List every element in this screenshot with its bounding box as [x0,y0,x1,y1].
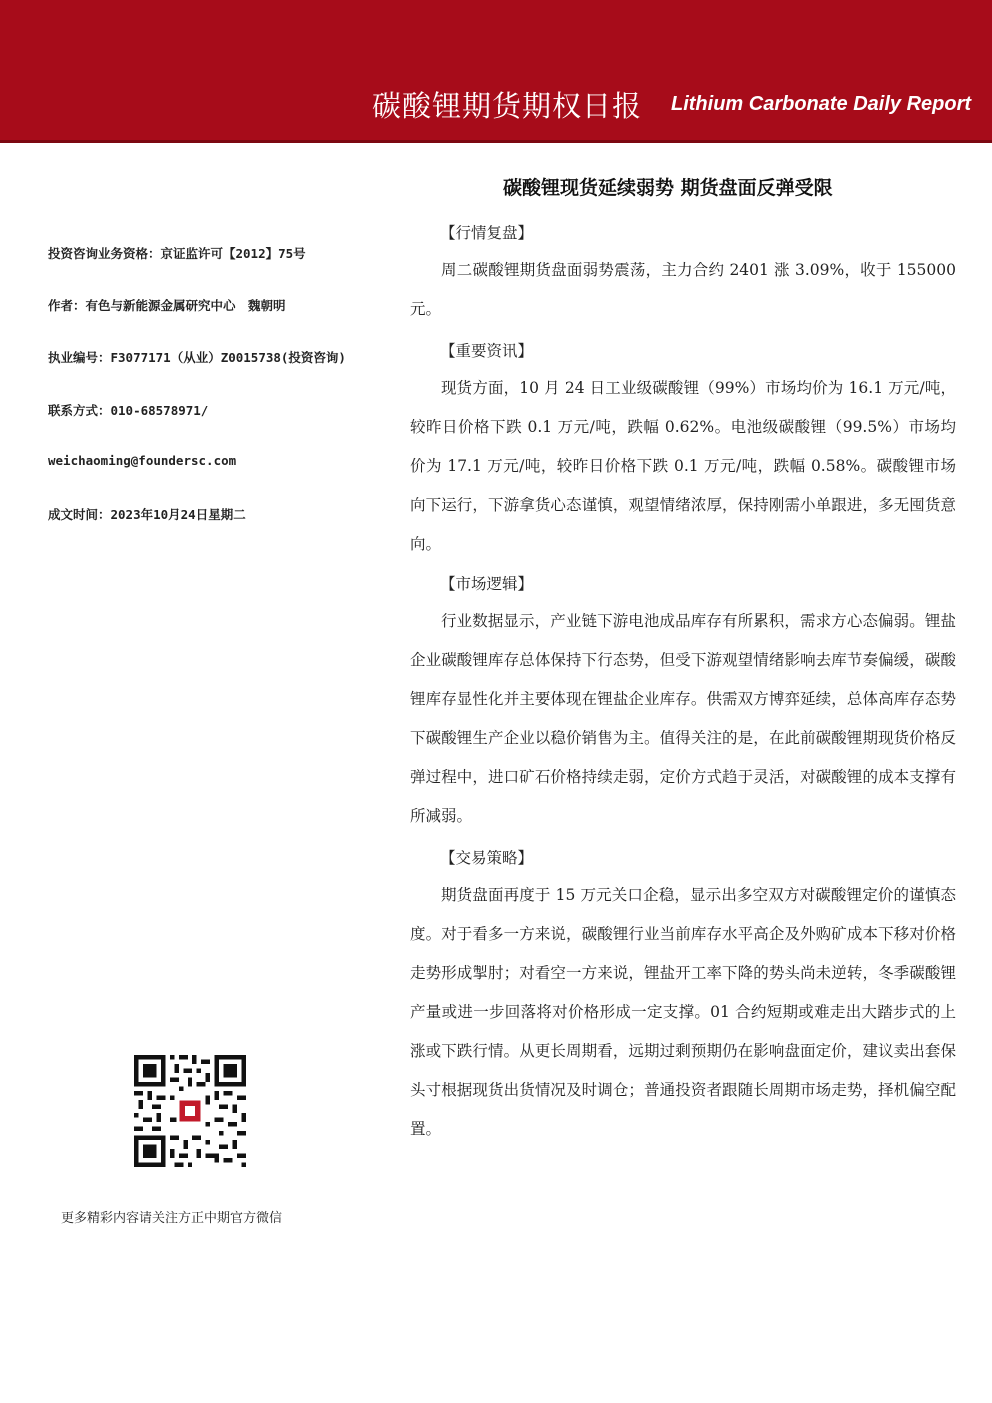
qualification-line: 投资咨询业务资格：京证监许可【2012】75号 [48,246,306,261]
section-heading-market-review: 【行情复盘】 [440,224,534,242]
section-heading-key-news: 【重要资讯】 [440,342,534,360]
header-title-en: Lithium Carbonate Daily Report [671,93,972,115]
header-title-cn: 碳酸锂期货期权日报 [372,89,643,123]
email-line[interactable]: weichaoming@foundersc.com [48,453,237,468]
date-line: 成文时间：2023年10月24日星期二 [48,507,246,522]
section-body-market-logic: 行业数据显示，产业链下游电池成品库存有所累积，需求方心态偏弱。锂盐企业碳酸锂库存总体保持下行态势，但受下游观望情绪影响去库节奏偏缓，碳酸锂库存显性化并主要体现在锂盐企业库存。供需双方博弈延续，总体高库存态势下碳酸锂生产企业以稳价销售为主。值得关注的是，在此前碳酸锂期现货价格反弹过程中，进口矿石价格持续走弱，定价方式趋于灵活，对碳酸锂的成本支撑有所减弱。 [410,612,956,825]
qr-caption: 更多精彩内容请关注方正中期官方微信 [61,1211,283,1226]
contact-line: 联系方式：010-68578971/ [48,403,209,418]
license-line: 执业编号：F3077171（从业）Z0015738(投资咨询) [48,350,346,365]
section-body-trading-strategy: 期货盘面再度于 15 万元关口企稳，显示出多空双方对碳酸锂定价的谨慎态度。对于看多一方来说，碳酸锂行业当前库存水平高企及外购矿成本下移对价格走势形成掣肘；对看空一方来说，锂盐开工率下降的势头尚未逆转，冬季碳酸锂产量或进一步回落将对价格形成一定支撑。01 合约短期或难走出大踏步式的上涨或下跌行情。从更长周期看，远期过剩预期仍在影响盘面定价，建议卖出套保头寸根据现货出货情况及时调仓；普通投资者跟随长周期市场走势，择机偏空配置。 [410,886,956,1138]
report-title: 碳酸锂现货延续弱势 期货盘面反弹受限 [503,177,833,199]
author-line: 作者：有色与新能源金属研究中心 魏朝明 [48,298,286,313]
section-heading-market-logic: 【市场逻辑】 [440,575,534,593]
section-body-key-news: 现货方面，10 月 24 日工业级碳酸锂（99%）市场均价为 16.1 万元/吨，较昨日价格下跌 0.1 万元/吨，跌幅 0.62%。电池级碳酸锂（99.5%）市场均价为 17.1 万元/吨，较昨日价格下跌 0.1 万元/吨，跌幅 0.58%。碳酸锂市场向下运行，下游拿货心态谨慎，观望情绪浓厚，保持刚需小单跟进，多无囤货意向。 [410,379,956,553]
qr-code-image [134,1055,246,1167]
section-heading-trading-strategy: 【交易策略】 [440,849,534,867]
header-divider [0,140,992,143]
section-body-market-review: 周二碳酸锂期货盘面弱势震荡，主力合约 2401 涨 3.09%，收于 155000 元。 [410,261,956,318]
